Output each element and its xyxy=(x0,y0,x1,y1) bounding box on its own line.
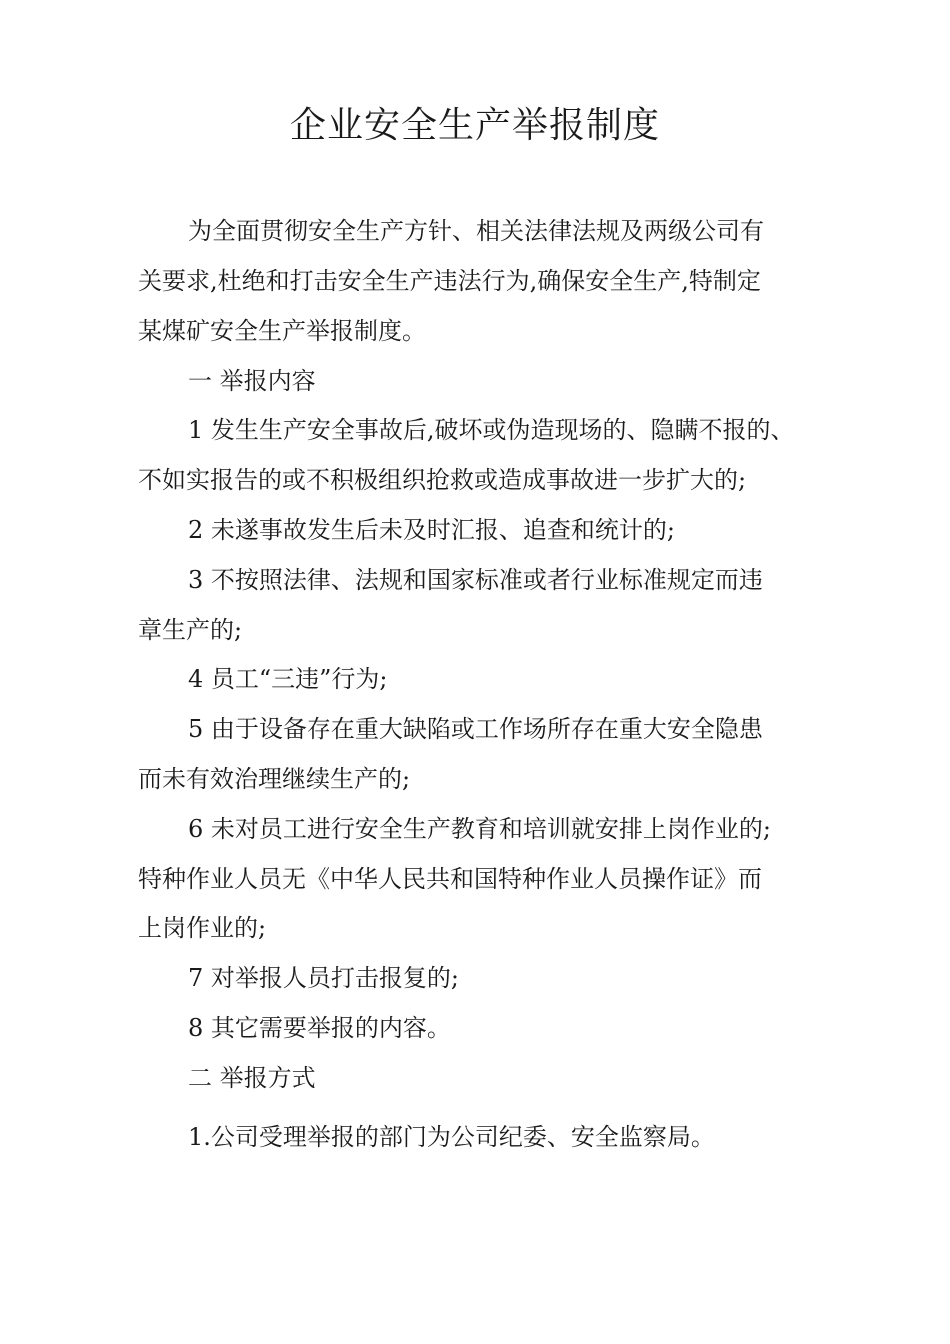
list-item-line: 上岗作业的; xyxy=(138,914,267,942)
list-item-line: 6 未对员工进行安全生产教育和培训就安排上岗作业的; xyxy=(188,815,771,843)
list-item-line: 而未有效治理继续生产的; xyxy=(138,765,411,793)
paragraph-line: 某煤矿安全生产举报制度。 xyxy=(138,317,426,345)
list-item-line: 不如实报告的或不积极组织抢救或造成事故进一步扩大的; xyxy=(138,466,747,494)
list-item-line: 7 对举报人员打击报复的; xyxy=(188,964,459,992)
document-title: 企业安全生产举报制度 xyxy=(289,105,660,146)
section-heading: 二 举报方式 xyxy=(188,1064,316,1092)
list-item-line: 4 员工“三违”行为; xyxy=(188,665,388,693)
list-item-line: 3 不按照法律、法规和国家标准或者行业标准规定而违 xyxy=(188,566,763,594)
paragraph-line: 为全面贯彻安全生产方针、相关法律法规及两级公司有 xyxy=(188,217,764,245)
list-item-line: 1.公司受理举报的部门为公司纪委、安全监察局。 xyxy=(188,1123,715,1151)
paragraph-line: 关要求,杜绝和打击安全生产违法行为,确保安全生产,特制定 xyxy=(138,267,761,295)
list-item-line: 1 发生生产安全事故后,破坏或伪造现场的、隐瞒不报的、 xyxy=(188,416,795,444)
list-item-line: 2 未遂事故发生后未及时汇报、追查和统计的; xyxy=(188,516,675,544)
list-item-line: 章生产的; xyxy=(138,616,243,644)
section-heading: 一 举报内容 xyxy=(188,367,316,395)
list-item-line: 特种作业人员无《中华人民共和国特种作业人员操作证》而 xyxy=(138,865,762,893)
list-item-line: 8 其它需要举报的内容。 xyxy=(188,1014,451,1042)
list-item-line: 5 由于设备存在重大缺陷或工作场所存在重大安全隐患 xyxy=(188,715,763,743)
